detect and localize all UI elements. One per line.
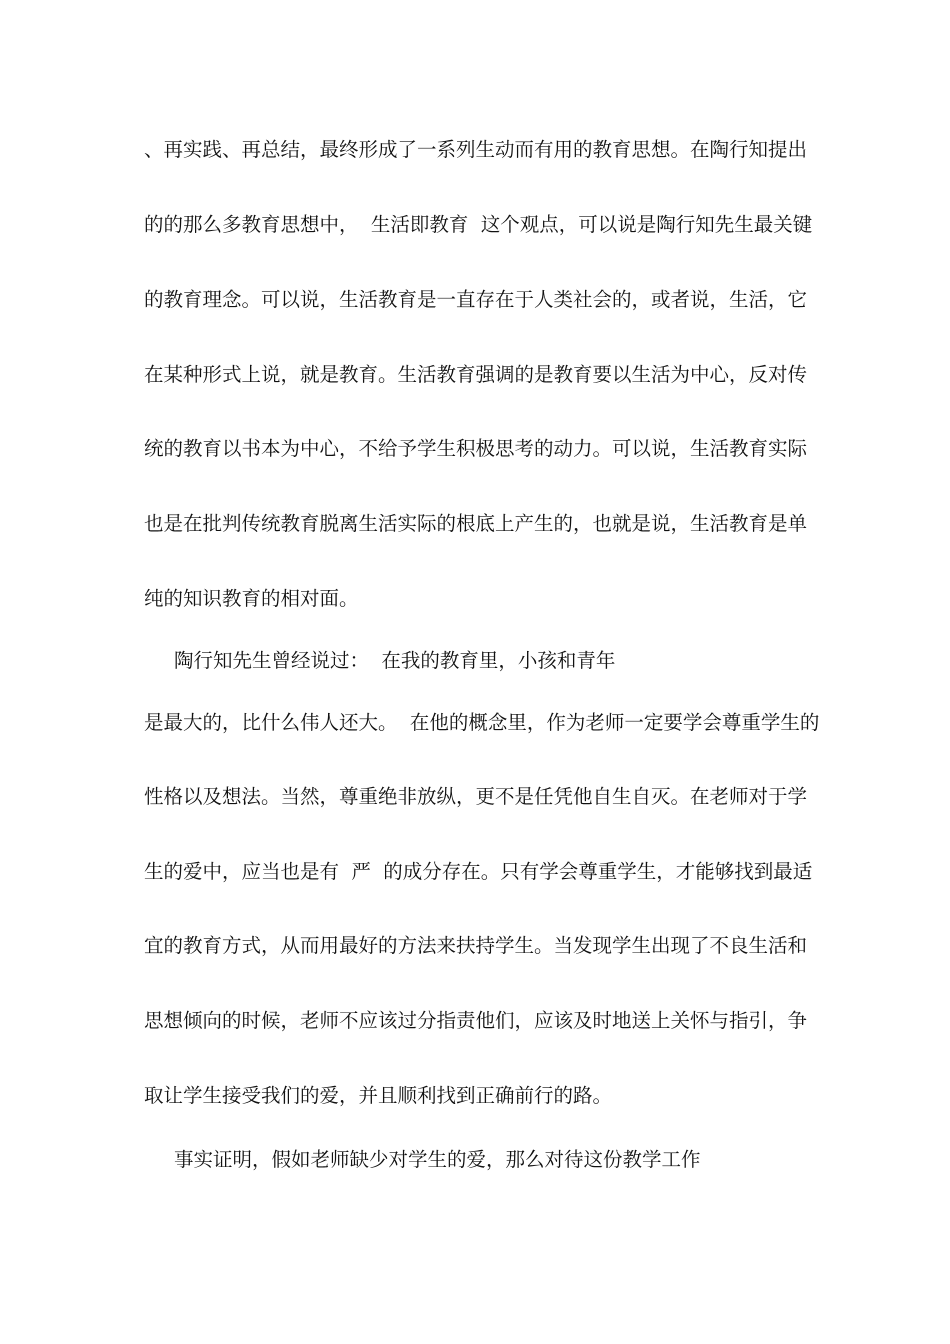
text-line: 、再实践、再总结，最终形成了一系列生动而有用的教育思想。在陶行知提出 [144,138,808,161]
text-line: 生的爱中，应当也是有 严 的成分存在。只有学会尊重学生，才能够找到最适 [144,860,813,883]
text-line: 的教育理念。可以说，生活教育是一直存在于人类社会的，或者说，生活，它 [144,288,808,311]
text-line: 纯的知识教育的相对面。 [144,587,359,610]
text-line: 性格以及想法。当然，尊重绝非放纵，更不是任凭他自生自灭。在老师对于学 [144,785,808,808]
text-line: 在某种形式上说，就是教育。生活教育强调的是教育要以生活为中心，反对传 [144,363,808,386]
text-line: 的的那么多教育思想中， 生活即教育 这个观点，可以说是陶行知先生最关键 [144,213,813,236]
paragraph-start-line: 事实证明，假如老师缺少对学生的爱，那么对待这份教学工作 [174,1148,701,1171]
text-line: 是最大的，比什么伟人还大。 在他的概念里，作为老师一定要学会尊重学生的 [144,711,820,734]
text-line: 也是在批判传统教育脱离生活实际的根底上产生的，也就是说，生活教育是单 [144,512,808,535]
text-line: 统的教育以书本为中心，不给予学生积极思考的动力。可以说，生活教育实际 [144,437,808,460]
text-line: 宜的教育方式，从而用最好的方法来扶持学生。当发现学生出现了不良生活和 [144,934,808,957]
text-line: 取让学生接受我们的爱，并且顺利找到正确前行的路。 [144,1084,613,1107]
text-line: 思想倾向的时候，老师不应该过分指责他们，应该及时地送上关怀与指引，争 [144,1009,808,1032]
paragraph-start-line: 陶行知先生曾经说过： 在我的教育里，小孩和青年 [174,649,616,672]
